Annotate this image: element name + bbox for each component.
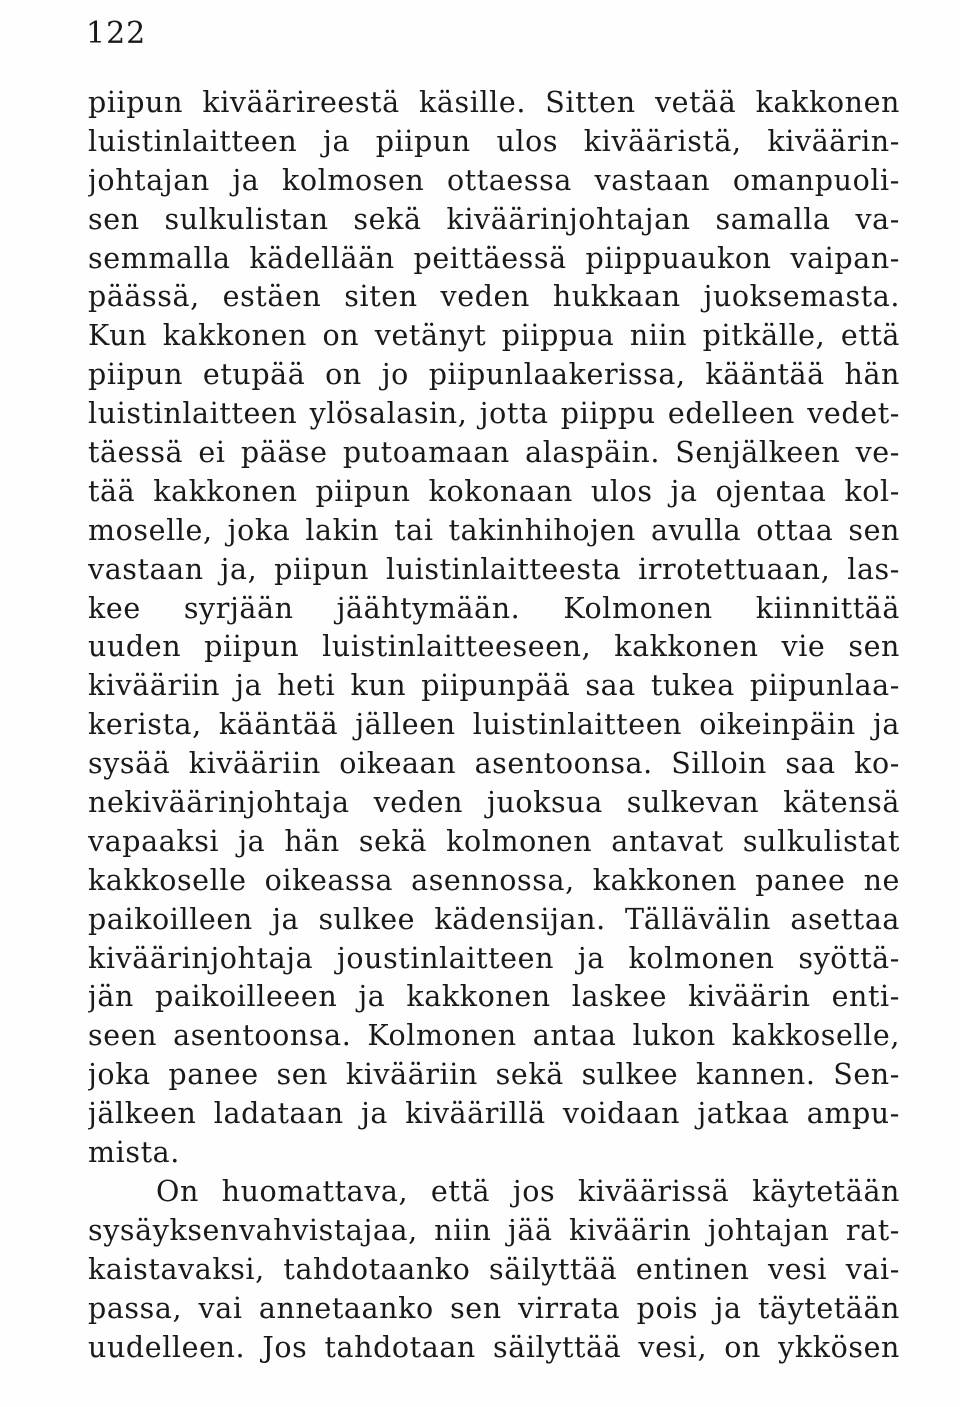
text-line: kivääriin ja heti kun piipunpää saa tukea piipunlaa- [88,669,900,703]
paragraph [88,1173,900,1367]
text-line: uuden piipun luistinlaitteeseen, kakkonen vie sen [88,630,900,664]
text-line: luistinlaitteen ylösalasin, jotta piippu edelleen vedet- [88,397,900,431]
text-line: kiväärinjohtaja joustinlaitteen ja kolmonen syöttä- [88,941,900,975]
text-line: vastaan ja, piipun luistinlaitteesta irrotettuaan, las- [88,552,900,586]
text-line: paikoilleen ja sulkee kädensijan. Tällävälin asettaa [88,902,900,936]
text-line: joka panee sen kivääriin sekä sulkee kannen. Sen- [88,1058,900,1092]
text-line: uudelleen. Jos tahdotaan säilyttää vesi, on ykkösen [88,1330,900,1364]
text-line: luistinlaitteen ja piipun ulos kivääristä, kiväärin- [88,124,900,158]
text-line: seen asentoonsa. Kolmonen antaa lukon kakkoselle, [88,1019,900,1053]
body-text [88,84,900,1367]
text-line: jän paikoilleeen ja kakkonen laskee kiväärin enti- [88,980,900,1014]
text-line: Kun kakkonen on vetänyt piippua niin pitkälle, että [88,319,900,353]
text-line: tää kakkonen piipun kokonaan ulos ja ojentaa kol- [88,474,900,508]
text-line: kakkoselle oikeassa asennossa, kakkonen panee ne [88,863,900,897]
text-line: passa, vai annetaanko sen virrata pois ja täytetään [88,1291,900,1325]
text-line: vapaaksi ja hän sekä kolmonen antavat sulkulistat [88,824,900,858]
text-line: sen sulkulistan sekä kiväärinjohtajan samalla va- [88,202,900,236]
text-line: On huomattava, että jos kiväärissä käytetään [156,1174,900,1208]
text-line: jälkeen ladataan ja kiväärillä voidaan jatkaa ampu- [88,1097,900,1131]
text-line: johtajan ja kolmosen ottaessa vastaan omanpuoli- [88,163,900,197]
text-line: kaistavaksi, tahdotaanko säilyttää entinen vesi vai- [88,1252,900,1286]
text-line: mista. [88,1136,180,1170]
text-line: semmalla kädellään peittäessä piippuaukon vaipan- [88,241,900,275]
text-line: kerista, kääntää jälleen luistinlaitteen oikeinpäin ja [88,708,900,742]
text-line: kee syrjään jäähtymään. Kolmonen kiinnittää [88,591,900,625]
text-line: piipun etupää on jo piipunlaakerissa, kääntää hän [88,358,900,392]
text-line: nekiväärinjohtaja veden juoksua sulkevan kätensä [88,786,900,820]
text-line: sysäyksenvahvistajaa, niin jää kiväärin johtajan rat- [88,1213,900,1247]
text-line: piipun kiväärireestä käsille. Sitten vetää kakkonen [88,86,900,119]
text-line: päässä, estäen siten veden hukkaan juoksemasta. [88,280,900,314]
page-number: 122 [86,16,147,51]
paragraph [88,84,900,1173]
text-line: täessä ei pääse putoamaan alaspäin. Senjälkeen ve- [88,436,900,470]
text-line: sysää kivääriin oikeaan asentoonsa. Silloin saa ko- [88,747,900,781]
text-line: moselle, joka lakin tai takinhihojen avulla ottaa sen [88,513,900,547]
